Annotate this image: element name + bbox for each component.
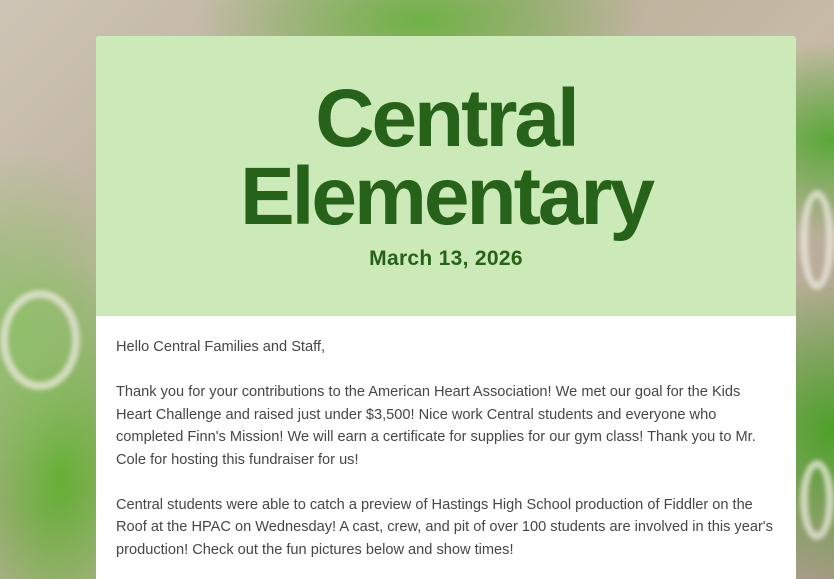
newsletter-card (96, 36, 796, 579)
greeting: Hello Central Families and Staff, (116, 339, 326, 355)
title-line-1: Central (315, 73, 577, 164)
background-cookie-decoration (0, 290, 80, 390)
school-title (96, 73, 796, 242)
newsletter-header (96, 36, 796, 316)
paragraph-heart-challenge: Thank you for your contributions to the American Heart Association! We met our goal for the Kids Heart Challenge and raised just under $3,500! Nice work Central students and everyone who completed Finn's Mission! We will earn a certificate for supplies for our gym class! Thank you to Mr. Cole for hosting this fundraiser for us! (116, 384, 756, 468)
newsletter-date: March 13, 2026 (369, 247, 523, 270)
paragraph-fiddler-preview: Central students were able to catch a preview of Hastings High School production of Fiddler on the Roof at the HPAC on Wednesday! A cast, crew, and pit of over 100 students are involved in this year's production! Check out the fun pictures below and show times! (116, 496, 773, 558)
title-line-2: Elementary (239, 151, 653, 242)
background-cookie-decoration (800, 460, 834, 540)
background-cookie-decoration (800, 190, 834, 290)
newsletter-body (96, 316, 796, 561)
